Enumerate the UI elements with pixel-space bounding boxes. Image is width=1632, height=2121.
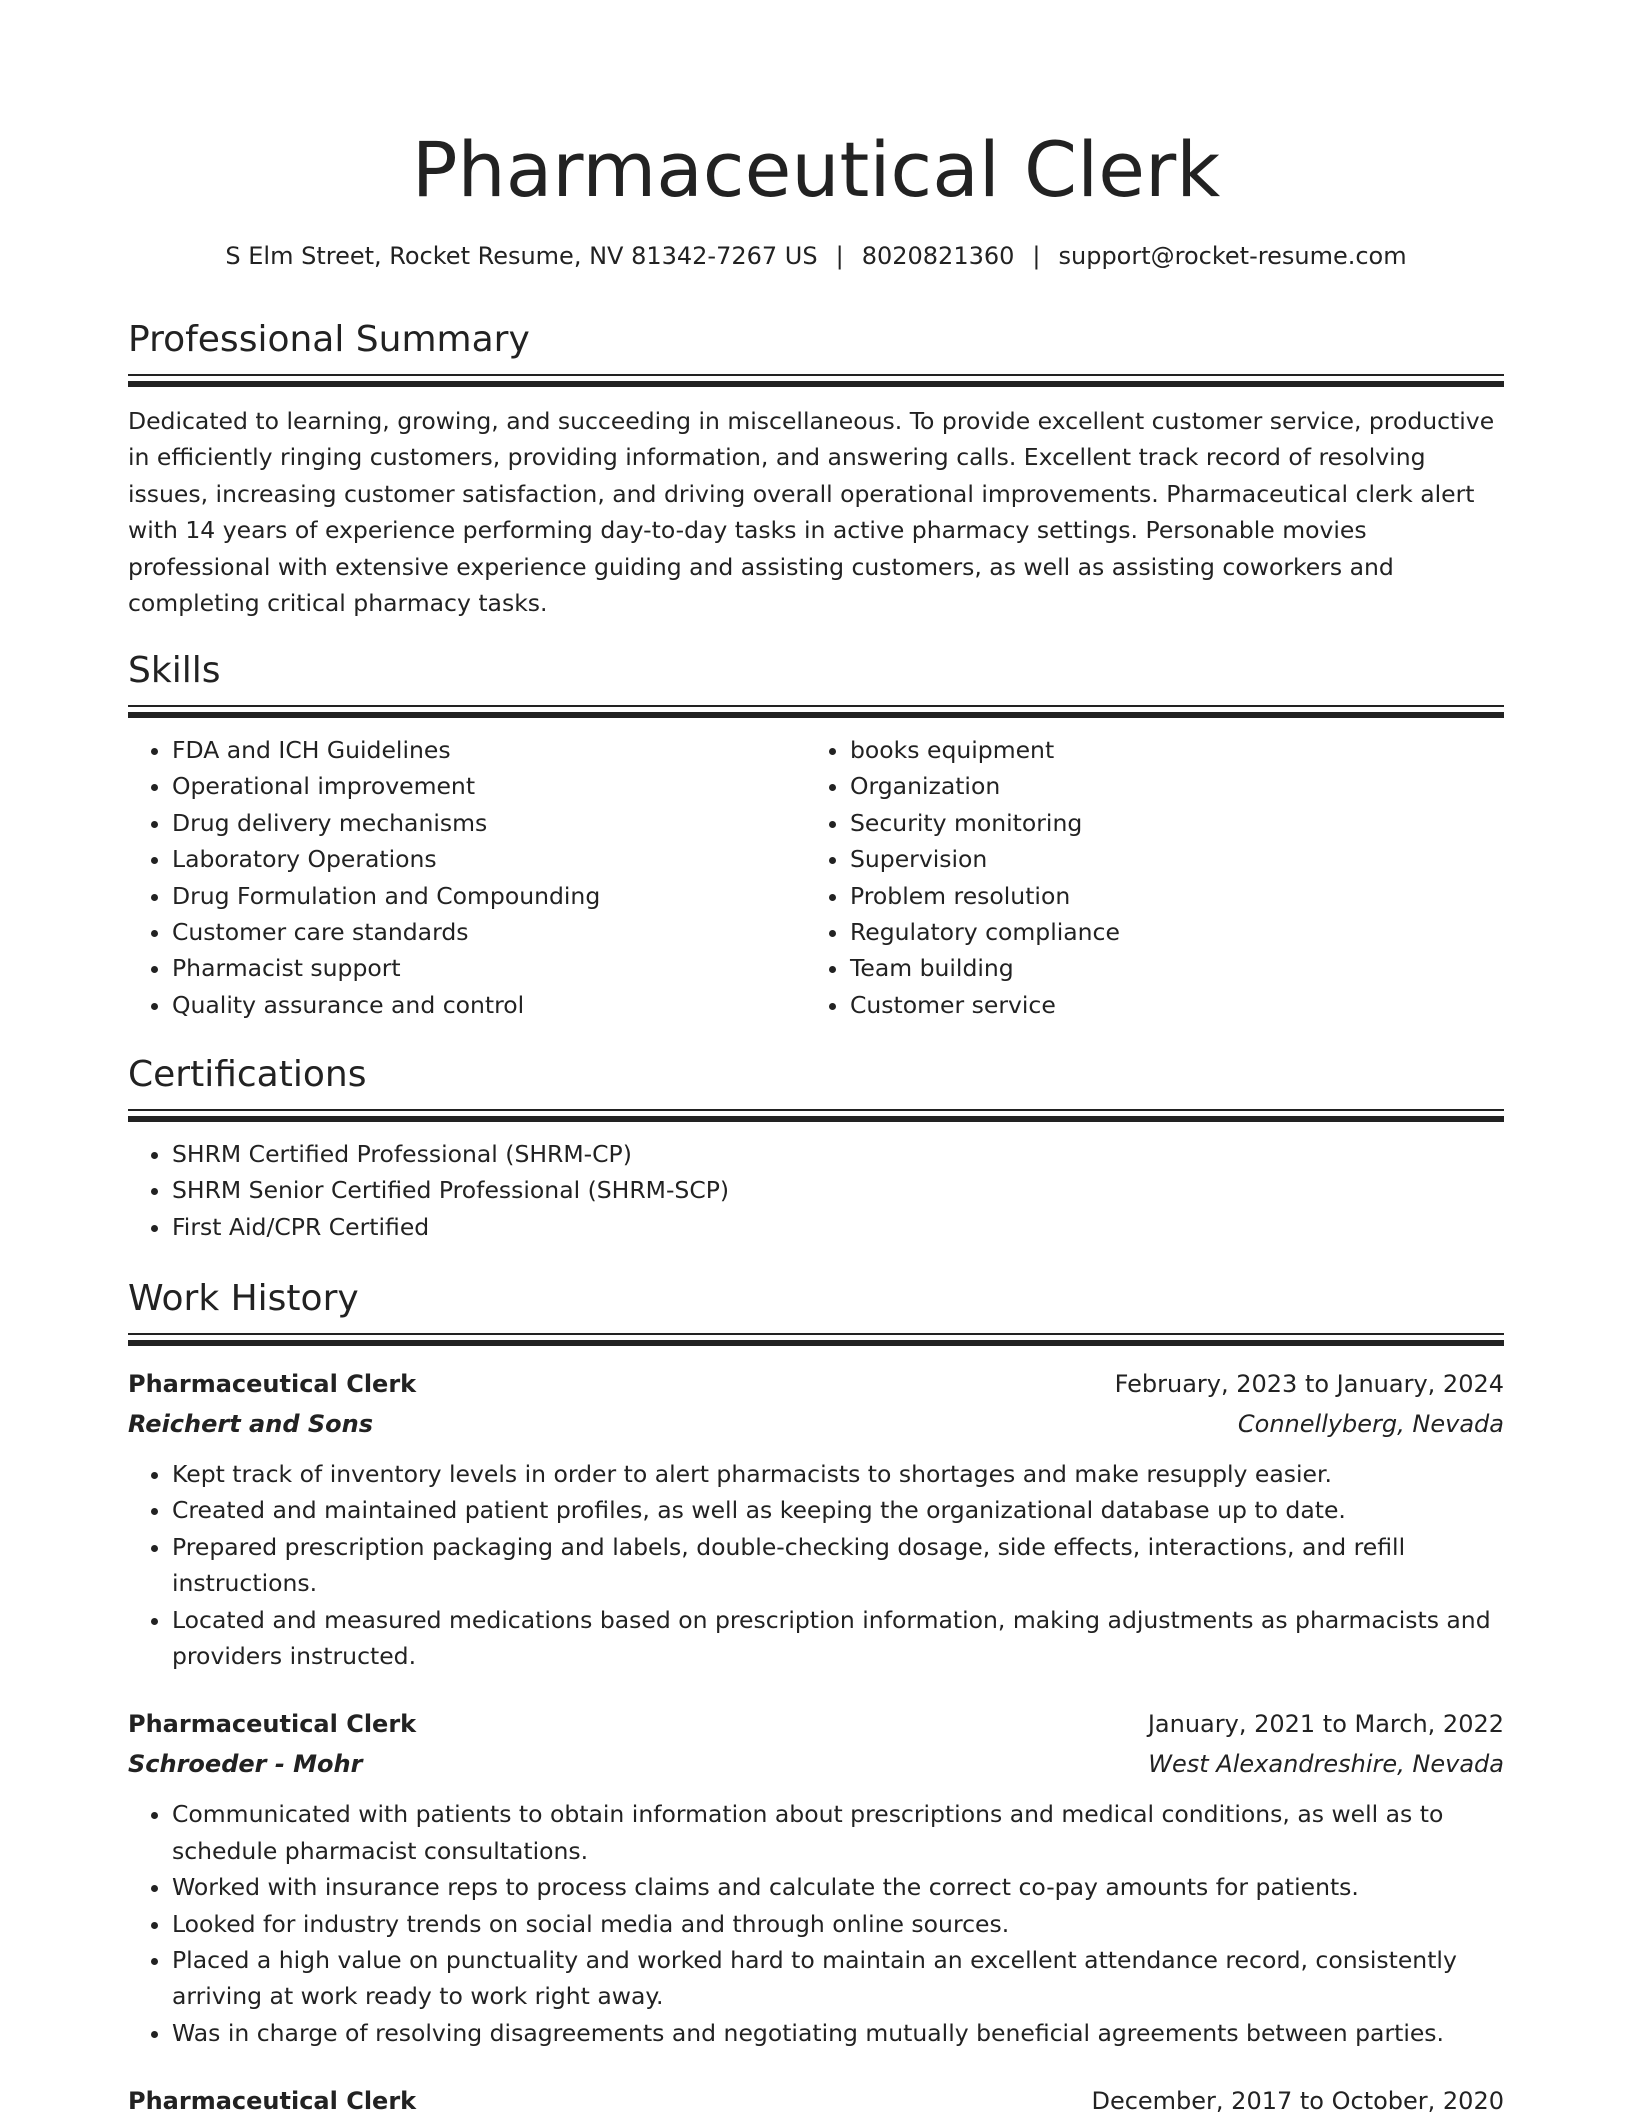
job-title: Pharmaceutical Clerk	[128, 1710, 417, 1739]
job-dates: January, 2021 to March, 2022	[1147, 1710, 1504, 1739]
job-bullet: • Looked for industry trends on social media and through online sources.	[172, 1906, 1504, 1942]
contact-address: S Elm Street, Rocket Resume, NV 81342-7267 US	[225, 242, 818, 270]
job-title: Pharmaceutical Clerk	[128, 2087, 417, 2116]
job-bullets	[128, 1796, 1504, 2051]
job-bullet: • Created and maintained patient profiles, as well as keeping the organizational database up to date.	[172, 1492, 1504, 1528]
resume-name: Pharmaceutical Clerk	[411, 125, 1221, 214]
skill-item: • FDA and ICH Guidelines	[172, 732, 806, 768]
job-location: Connellyberg, Nevada	[1237, 1410, 1504, 1438]
summary-text: Dedicated to learning, growing, and succeeding in miscellaneous. To provide excellent customer service, productive in efficiently ringing customers, providing information, and answering calls. Excellent track record of resolving issues, increasing customer satisfaction, and driving overall operational improvements. Pharmaceutical clerk alert with 14 years of experience performing day-to-day tasks in active pharmacy settings. Personable movies professional with extensive experience guiding and assisting customers, as well as assisting coworkers and completing critical pharmacy tasks.	[128, 407, 1495, 618]
skills-list-left	[128, 732, 806, 1023]
contact-separator: |	[1032, 242, 1041, 270]
section-rule	[128, 374, 1504, 387]
skill-item: • Quality assurance and control	[172, 987, 806, 1023]
job-title: Pharmaceutical Clerk	[128, 1370, 417, 1398]
contact-phone: 8020821360	[861, 242, 1015, 270]
skills-columns	[128, 718, 1504, 1023]
contact-line	[128, 238, 1504, 274]
skill-item: • Team building	[850, 950, 1484, 986]
skill-item: • Laboratory Operations	[172, 841, 806, 877]
skills-section	[128, 647, 1504, 1023]
job-header-row	[128, 2081, 1504, 2121]
skill-item: • Operational improvement	[172, 768, 806, 804]
skill-item: • Customer care standards	[172, 914, 806, 950]
job-dates: December, 2017 to October, 2020	[1091, 2087, 1504, 2116]
job-company-row	[128, 1404, 1504, 1444]
job-bullet: • Placed a high value on punctuality and worked hard to maintain an excellent attendance record, consistently arriving at work ready to work right away.	[172, 1942, 1504, 2015]
skill-item: • Drug Formulation and Compounding	[172, 878, 806, 914]
skills-heading: Skills	[128, 650, 221, 691]
job-entry	[128, 1704, 1504, 2051]
skill-item: • Drug delivery mechanisms	[172, 805, 806, 841]
job-bullet: • Kept track of inventory levels in order to alert pharmacists to shortages and make resupply easier.	[172, 1456, 1504, 1492]
section-rule	[128, 1109, 1504, 1122]
work-history-section	[128, 1275, 1504, 2121]
certification-item: • SHRM Certified Professional (SHRM-CP)	[172, 1136, 1504, 1172]
job-entry	[128, 2081, 1504, 2121]
job-bullets	[128, 1456, 1504, 1674]
skill-item: • Regulatory compliance	[850, 914, 1484, 950]
job-company-row	[128, 1744, 1504, 1784]
job-header-row	[128, 1364, 1504, 1404]
certifications-list	[128, 1136, 1504, 1245]
certifications-heading: Certifications	[128, 1054, 367, 1095]
skill-item: • books equipment	[850, 732, 1484, 768]
summary-section	[128, 316, 1504, 621]
skill-item: • Security monitoring	[850, 805, 1484, 841]
skill-item: • Problem resolution	[850, 878, 1484, 914]
job-dates: February, 2023 to January, 2024	[1114, 1370, 1504, 1398]
job-header-row	[128, 1704, 1504, 1744]
certification-item: • SHRM Senior Certified Professional (SHRM-SCP)	[172, 1172, 1504, 1208]
job-bullet: • Worked with insurance reps to process claims and calculate the correct co-pay amounts for patients.	[172, 1869, 1504, 1905]
job-company: Schroeder - Mohr	[128, 1750, 363, 1779]
job-bullet: • Was in charge of resolving disagreements and negotiating mutually beneficial agreements between parties.	[172, 2015, 1504, 2051]
skill-item: • Pharmacist support	[172, 950, 806, 986]
skills-list-right	[806, 732, 1484, 1023]
skill-item: • Customer service	[850, 987, 1484, 1023]
contact-email: support@rocket-resume.com	[1058, 242, 1407, 270]
job-bullet: • Located and measured medications based on prescription information, making adjustments as pharmacists and providers instructed.	[172, 1602, 1504, 1675]
skill-item: • Supervision	[850, 841, 1484, 877]
certifications-section	[128, 1051, 1504, 1245]
summary-heading: Professional Summary	[128, 319, 530, 360]
contact-separator: |	[835, 242, 844, 270]
skill-item: • Organization	[850, 768, 1484, 804]
job-company: Reichert and Sons	[128, 1410, 374, 1438]
certification-item: • First Aid/CPR Certified	[172, 1209, 1504, 1245]
job-bullet: • Prepared prescription packaging and labels, double-checking dosage, side effects, interactions, and refill instructions.	[172, 1529, 1504, 1602]
job-bullet: • Communicated with patients to obtain information about prescriptions and medical conditions, as well as to schedule pharmacist consultations.	[172, 1796, 1504, 1869]
section-rule	[128, 705, 1504, 718]
work-history-heading: Work History	[128, 1278, 359, 1319]
section-rule	[128, 1333, 1504, 1346]
job-location: West Alexandreshire, Nevada	[1148, 1750, 1504, 1779]
job-entry	[128, 1364, 1504, 1674]
